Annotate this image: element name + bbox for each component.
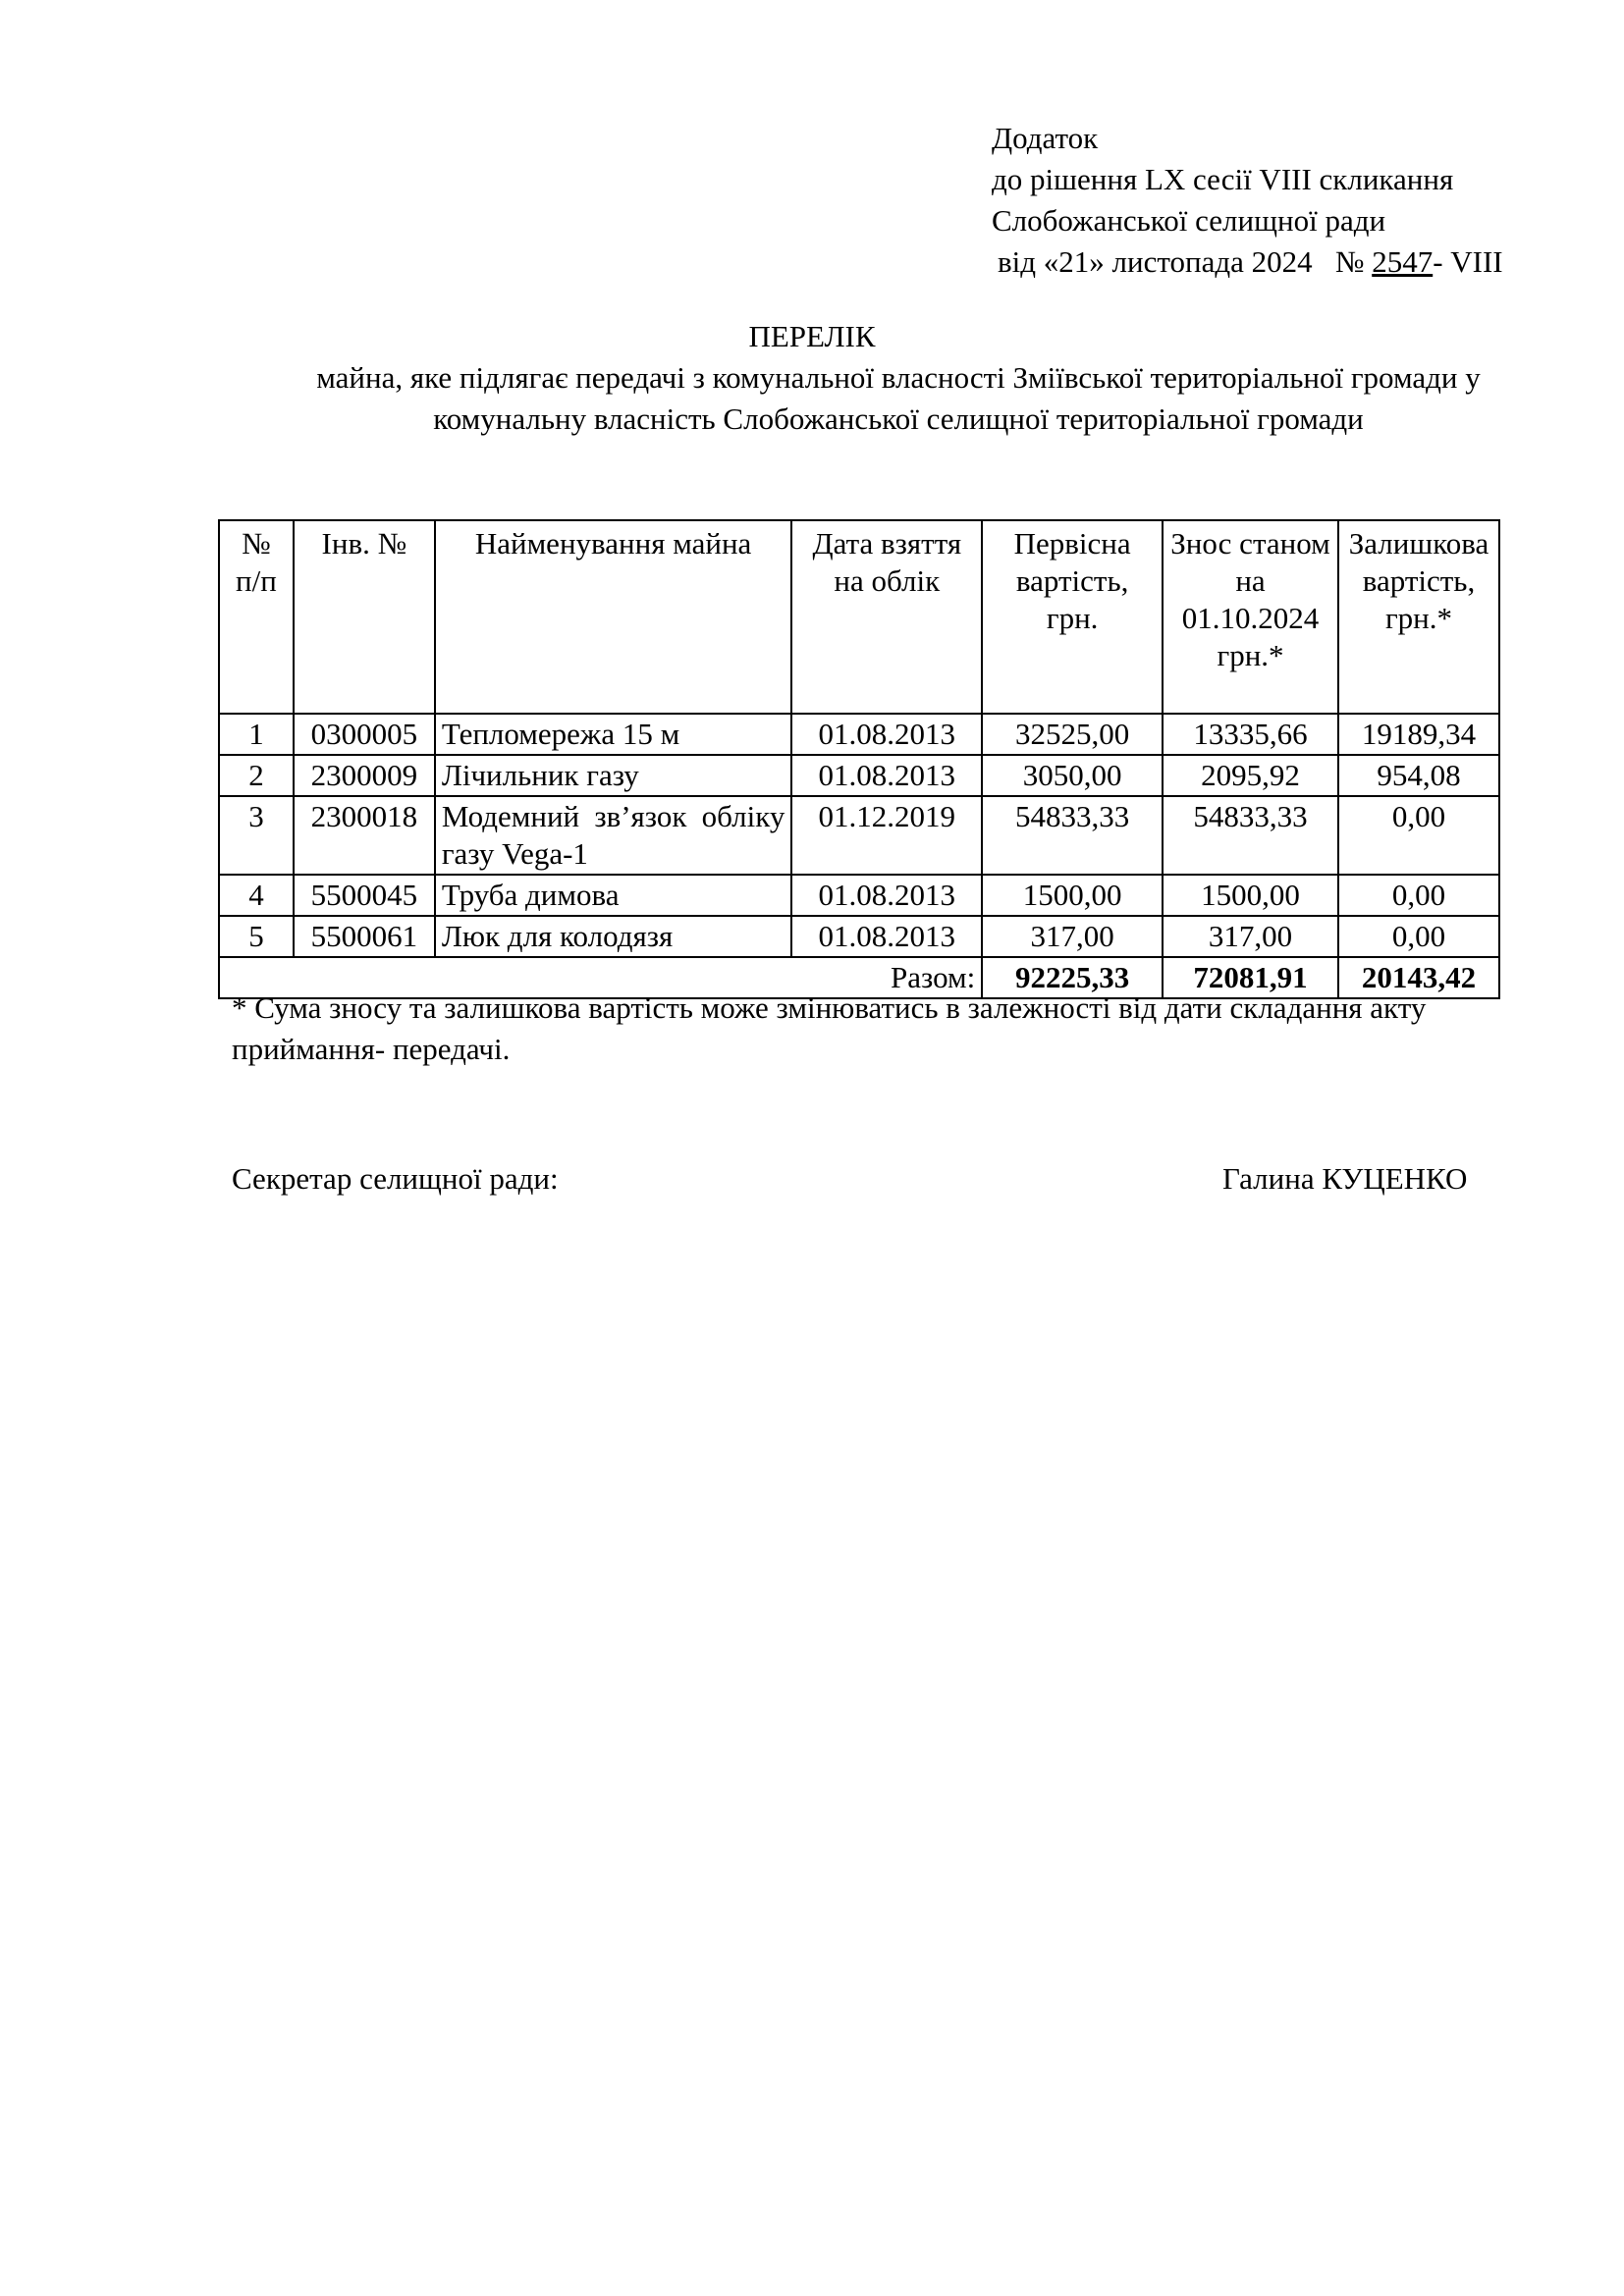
cell-residual: 0,00 bbox=[1338, 916, 1499, 957]
cell-name: Люк для колодязя bbox=[435, 916, 792, 957]
header-num: № п/п bbox=[219, 520, 294, 714]
cell-wear: 2095,92 bbox=[1163, 755, 1338, 796]
cell-date: 01.08.2013 bbox=[791, 916, 982, 957]
table-row bbox=[219, 755, 1499, 796]
cell-inv: 5500061 bbox=[294, 916, 435, 957]
cell-inv: 2300018 bbox=[294, 796, 435, 875]
cell-residual: 0,00 bbox=[1338, 796, 1499, 875]
addendum-council: Слобожанської селищної ради bbox=[992, 203, 1386, 238]
cell-residual: 19189,34 bbox=[1338, 714, 1499, 755]
addendum-block bbox=[992, 118, 1503, 283]
header-residual: Залишкова вартість, грн.* bbox=[1338, 520, 1499, 714]
addendum-number: 2547 bbox=[1372, 244, 1434, 279]
cell-initial: 54833,33 bbox=[982, 796, 1163, 875]
cell-wear: 13335,66 bbox=[1163, 714, 1338, 755]
cell-inv: 2300009 bbox=[294, 755, 435, 796]
total-initial: 92225,33 bbox=[982, 957, 1163, 998]
addendum-label: Додаток bbox=[992, 121, 1099, 155]
document-subtitle: майна, яке підлягає передачі з комунальної власності Зміївської територіальної громади у комунальну власність Слобожанської селищної територіальної громади bbox=[316, 360, 1481, 436]
addendum-decision: до рішення LX сесії VIII скликання bbox=[992, 162, 1454, 196]
table-row bbox=[219, 796, 1499, 875]
cell-num: 4 bbox=[219, 875, 294, 916]
total-wear: 72081,91 bbox=[1163, 957, 1338, 998]
footnote: * Сума зносу та залишкова вартість може змінюватись в залежності від дати складання акту приймання- передачі. bbox=[232, 990, 1427, 1066]
header-inv: Інв. № bbox=[294, 520, 435, 714]
cell-initial: 317,00 bbox=[982, 916, 1163, 957]
cell-name: Модемний зв’язок обліку газу Vega-1 bbox=[435, 796, 792, 875]
cell-date: 01.08.2013 bbox=[791, 714, 982, 755]
header-wear: Знос станом на 01.10.2024 грн.* bbox=[1163, 520, 1338, 714]
table-row bbox=[219, 714, 1499, 755]
addendum-date: від «21» листопада 2024 № bbox=[998, 244, 1373, 279]
total-label: Разом: bbox=[219, 957, 982, 998]
cell-date: 01.12.2019 bbox=[791, 796, 982, 875]
cell-date: 01.08.2013 bbox=[791, 875, 982, 916]
total-residual: 20143,42 bbox=[1338, 957, 1499, 998]
cell-wear: 1500,00 bbox=[1163, 875, 1338, 916]
cell-residual: 0,00 bbox=[1338, 875, 1499, 916]
addendum-suffix: - VIII bbox=[1433, 244, 1503, 279]
document-title: ПЕРЕЛІК bbox=[748, 319, 876, 353]
cell-num: 5 bbox=[219, 916, 294, 957]
cell-num: 1 bbox=[219, 714, 294, 755]
cell-residual: 954,08 bbox=[1338, 755, 1499, 796]
cell-date: 01.08.2013 bbox=[791, 755, 982, 796]
signature-name: Галина КУЦЕНКО bbox=[1222, 1161, 1468, 1196]
cell-initial: 3050,00 bbox=[982, 755, 1163, 796]
table-row bbox=[219, 916, 1499, 957]
cell-inv: 5500045 bbox=[294, 875, 435, 916]
cell-name: Тепломережа 15 м bbox=[435, 714, 792, 755]
header-initial: Первісна вартість, грн. bbox=[982, 520, 1163, 714]
header-name: Найменування майна bbox=[435, 520, 792, 714]
table-row bbox=[219, 875, 1499, 916]
cell-name: Лічильник газу bbox=[435, 755, 792, 796]
cell-initial: 32525,00 bbox=[982, 714, 1163, 755]
cell-wear: 54833,33 bbox=[1163, 796, 1338, 875]
assets-table bbox=[218, 519, 1500, 999]
cell-num: 3 bbox=[219, 796, 294, 875]
cell-name: Труба димова bbox=[435, 875, 792, 916]
signature-role: Секретар селищної ради: bbox=[232, 1161, 559, 1196]
addendum-date-number bbox=[992, 241, 1503, 283]
cell-wear: 317,00 bbox=[1163, 916, 1338, 957]
cell-initial: 1500,00 bbox=[982, 875, 1163, 916]
table-header-row bbox=[219, 520, 1499, 714]
cell-inv: 0300005 bbox=[294, 714, 435, 755]
cell-num: 2 bbox=[219, 755, 294, 796]
header-date: Дата взяття на облік bbox=[791, 520, 982, 714]
